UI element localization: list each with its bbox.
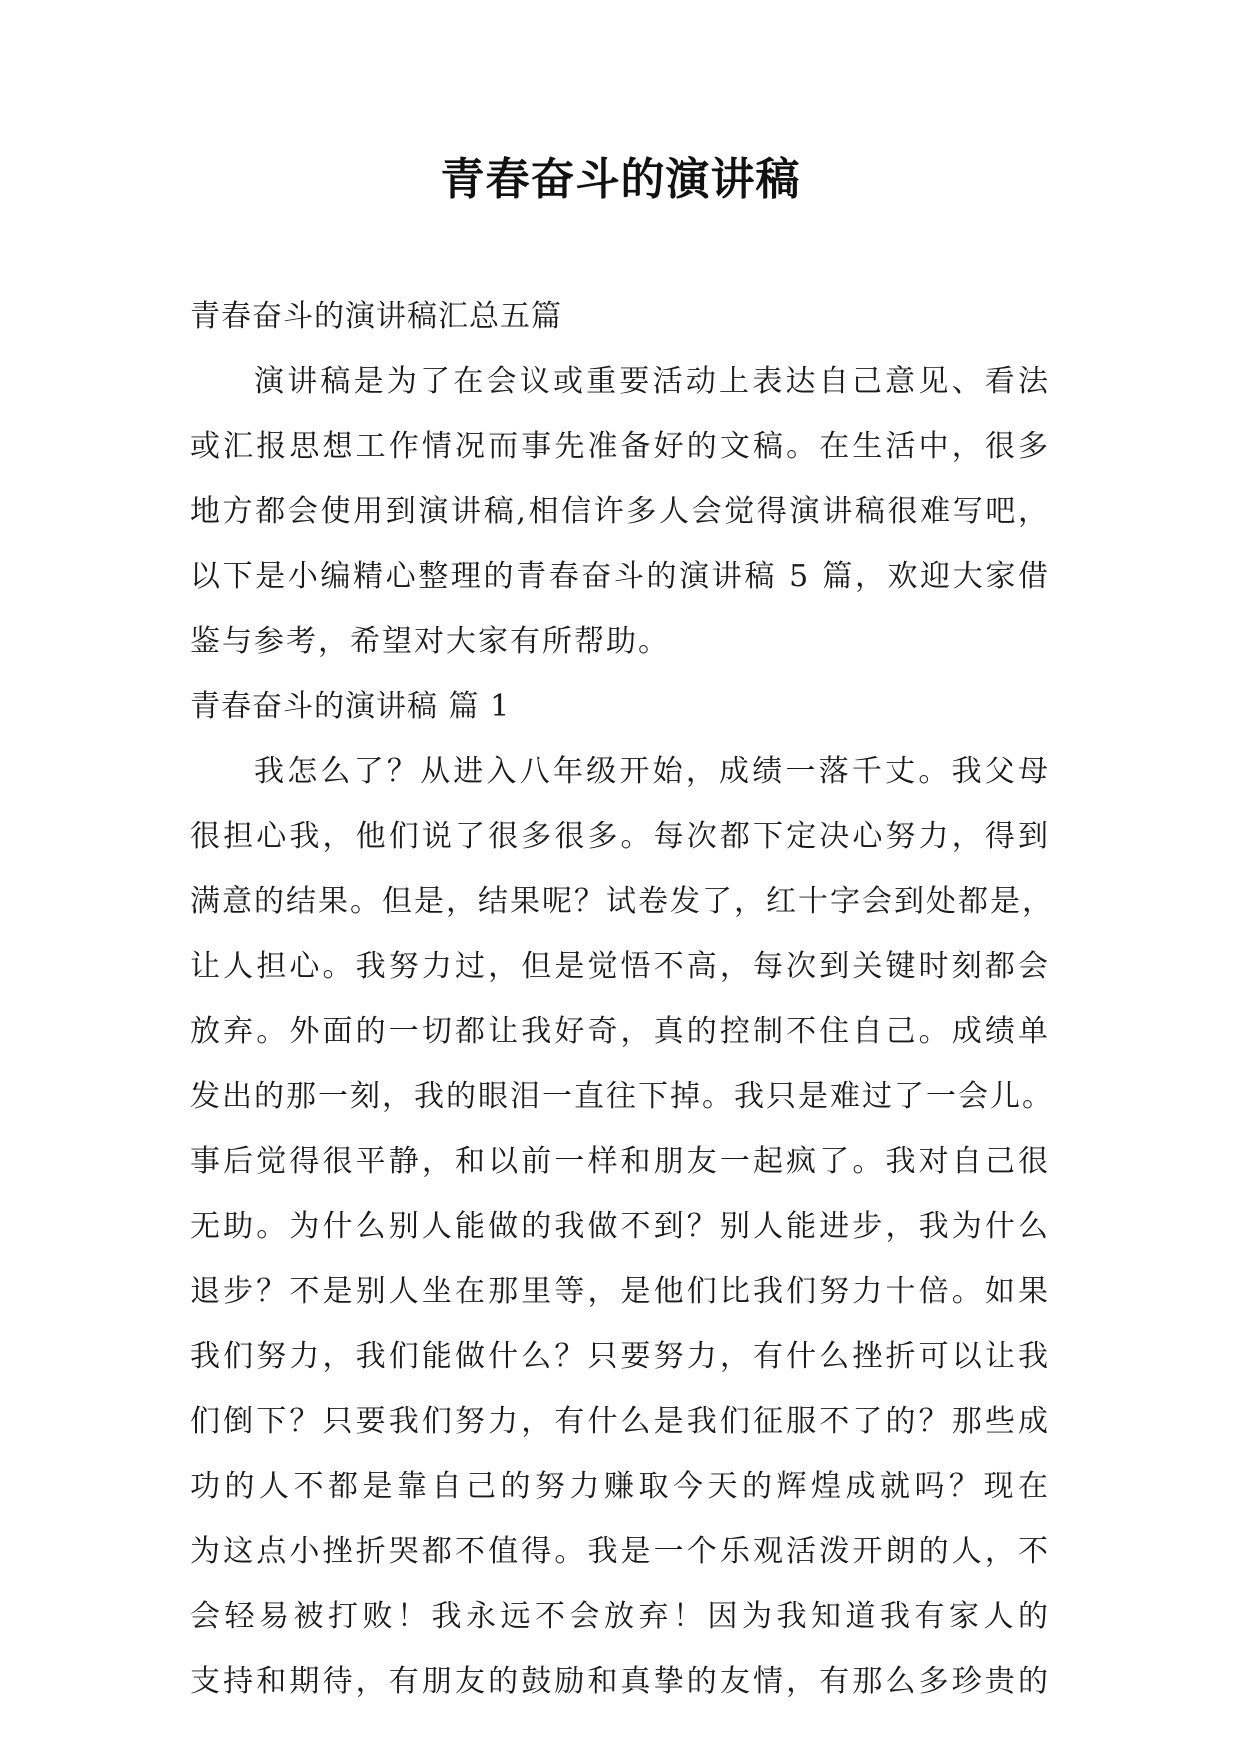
text-line: 支持和期待，有朋友的鼓励和真挚的友情，有那么多珍贵的 xyxy=(190,1664,1050,1699)
text-line: 为这点小挫折哭都不值得。我是一个乐观活泼开朗的人，不 xyxy=(190,1534,1050,1569)
text-line: 演讲稿是为了在会议或重要活动上表达自己意见、看法 xyxy=(254,364,1050,399)
text-line: 会轻易被打败！我永远不会放弃！因为我知道我有家人的 xyxy=(190,1599,1050,1634)
text-line: 我怎么了？从进入八年级开始，成绩一落千丈。我父母 xyxy=(254,754,1050,789)
text-line: 我们努力，我们能做什么？只要努力，有什么挫折可以让我 xyxy=(190,1339,1050,1374)
text-line: 让人担心。我努力过，但是觉悟不高，每次到关键时刻都会 xyxy=(190,949,1050,984)
text-line: 青春奋斗的演讲稿 篇 1 xyxy=(190,689,511,724)
text-line: 放弃。外面的一切都让我好奇，真的控制不住自己。成绩单 xyxy=(190,1014,1050,1049)
text-line: 鉴与参考，希望对大家有所帮助。 xyxy=(190,624,670,659)
text-line: 们倒下？只要我们努力，有什么是我们征服不了的？那些成 xyxy=(190,1404,1050,1439)
text-line: 退步？不是别人坐在那里等，是他们比我们努力十倍。如果 xyxy=(190,1274,1050,1309)
text-line: 地方都会使用到演讲稿,相信许多人会觉得演讲稿很难写吧， xyxy=(190,494,1050,529)
text-line: 事后觉得很平静，和以前一样和朋友一起疯了。我对自己很 xyxy=(190,1144,1050,1179)
text-line: 无助。为什么别人能做的我做不到？别人能进步，我为什么 xyxy=(190,1209,1050,1244)
text-line: 很担心我，他们说了很多很多。每次都下定决心努力，得到 xyxy=(190,819,1050,854)
document-title: 青春奋斗的演讲稿 xyxy=(440,154,801,205)
text-line: 青春奋斗的演讲稿汇总五篇 xyxy=(190,299,562,334)
text-line: 功的人不都是靠自己的努力赚取今天的辉煌成就吗？现在 xyxy=(190,1469,1050,1504)
text-line: 满意的结果。但是，结果呢？试卷发了，红十字会到处都是， xyxy=(190,884,1054,919)
document-body xyxy=(190,284,1054,1714)
text-line: 或汇报思想工作情况而事先准备好的文稿。在生活中，很多 xyxy=(190,429,1050,464)
text-line: 发出的那一刻，我的眼泪一直往下掉。我只是难过了一会儿。 xyxy=(190,1079,1054,1114)
text-line: 以下是小编精心整理的青春奋斗的演讲稿 5 篇，欢迎大家借 xyxy=(190,559,1050,594)
